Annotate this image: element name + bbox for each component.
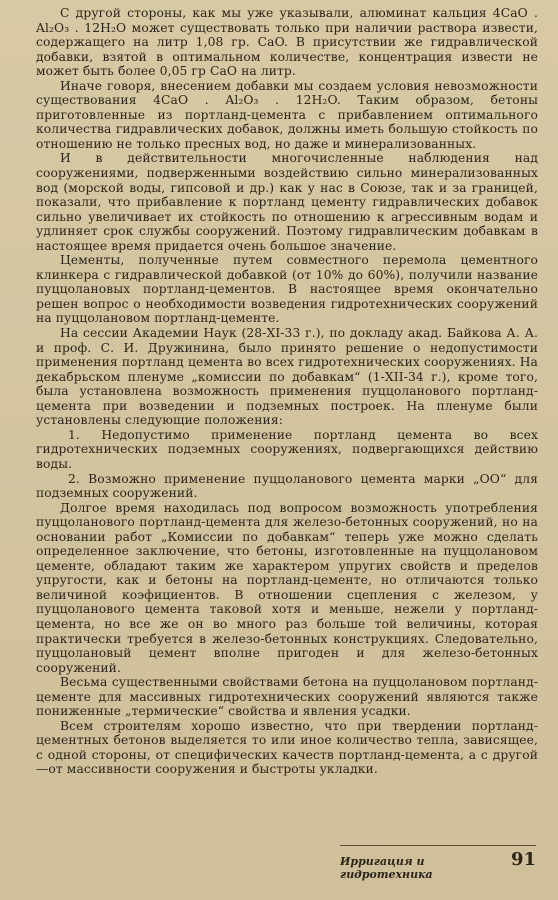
list-item-1: 1. Недопустимо применение портланд цемента во всех гидротехнических подземных сооружениях, подвергающихся действию воды. [36, 427, 538, 471]
paragraph-academy-session: На сессии Академии Наук (28-XI-33 г.), по докладу акад. Байкова А. А. и проф. С. И. Дружинина, было принято решение о недопустимости применения портланд цемента во всех гидротехнических сооружениях. На декабрьском пленуме „комиссии по добавкам“ (1-XII-34 г.), кроме того, была установлена возможность применения пуццоланового портланд-цемента при возведении и подземных построек. На пленуме были установлены следующие положения: [36, 326, 538, 428]
list-item-2: 2. Возможно применение пуццоланового цемента марки „ОО“ для подземных сооружений. [36, 471, 538, 501]
page-footer [340, 845, 536, 881]
article-body [36, 6, 538, 777]
paragraph-observations: И в действительности многочисленные наблюдения над сооружениями, подверженными воздействию сильно минерализованных вод (морской воды, гипсовой и др.) как у нас в Союзе, так и за границей, показали, что прибавление к портланд цементу гидравлических добавок сильно увеличивает их стойкость по отношению к агрессивным водам и удлиняет срок службы сооружений. Поэтому гидравлическим добавкам в настоящее время придается очень большое значение. [36, 151, 538, 253]
paragraph-reinforced-concrete: Долгое время находилась под вопросом возможность употребления пуццоланового портланд-цемента для железо-бетонных сооружений, но на основании работ „Комиссии по добавкам“ теперь уже можно сделать определенное заключение, что бетоны, изготовленные на пуццолановом цементе, обладают таким же характером упругих свойств и пределов упругости, как и бетоны на портланд-цементе, но отличаются только величиной коэфициентов. В отношении сцепления с железом, у пуццоланового цемента таковой хотя и меньше, нежели у портланд-цемента, но все же он во много раз больше той величины, которая практически требуется в железо-бетонных конструкциях. Следовательно, пуццолановый цемент вполне пригоден и для железо-бетонных сооружений. [36, 500, 538, 675]
paragraph-calcium-aluminate: С другой стороны, как мы уже указывали, алюминат кальция 4CaO . Al₂O₃ . 12H₂O может существовать только при наличии раствора извести, содержащего на литр 1,08 гр. CaO. В присутствии же гидравлической добавки, взятой в оптимальном количестве, концентрация извести не может быть более 0,05 гр CaO на литр. [36, 6, 538, 79]
paragraph-pozzolanic-cements: Цементы, полученные путем совместного перемола цементного клинкера с гидравлической добавкой (от 10% до 60%), получили название пуццолановых портланд-цементов. В настоящее время окончательно решен вопрос о необходимости возведения гидротехнических сооружений на пуццолановом портланд-цементе. [36, 253, 538, 326]
paragraph-additive-conditions: Иначе говоря, внесением добавки мы создаем условия невозможности существования 4CaO . Al₂O₃ . 12H₂O. Таким образом, бетоны приготовленные из портланд-цемента с прибавлением оптимального количества гидравлических добавок, должны иметь большую стойкость по отношению не только пресных вод, но даже и минерализованных. [36, 78, 538, 151]
page-number: 91 [510, 849, 536, 870]
paragraph-heat-release: Всем строителям хорошо известно, что при твердении портланд-цементных бетонов выделяется то или иное количество тепла, зависящее, с одной стороны, от специфических качеств портланд-цемента, а с другой—от массивности сооружения и быстроты укладки. [36, 718, 538, 777]
paragraph-thermal-properties: Весьма существенными свойствами бетона на пуццолановом портланд-цементе для массивных гидротехнических сооружений являются также пониженные „термические“ свойства и явления усадки. [36, 675, 538, 719]
running-head: Ирригация и гидротехника [340, 855, 433, 881]
